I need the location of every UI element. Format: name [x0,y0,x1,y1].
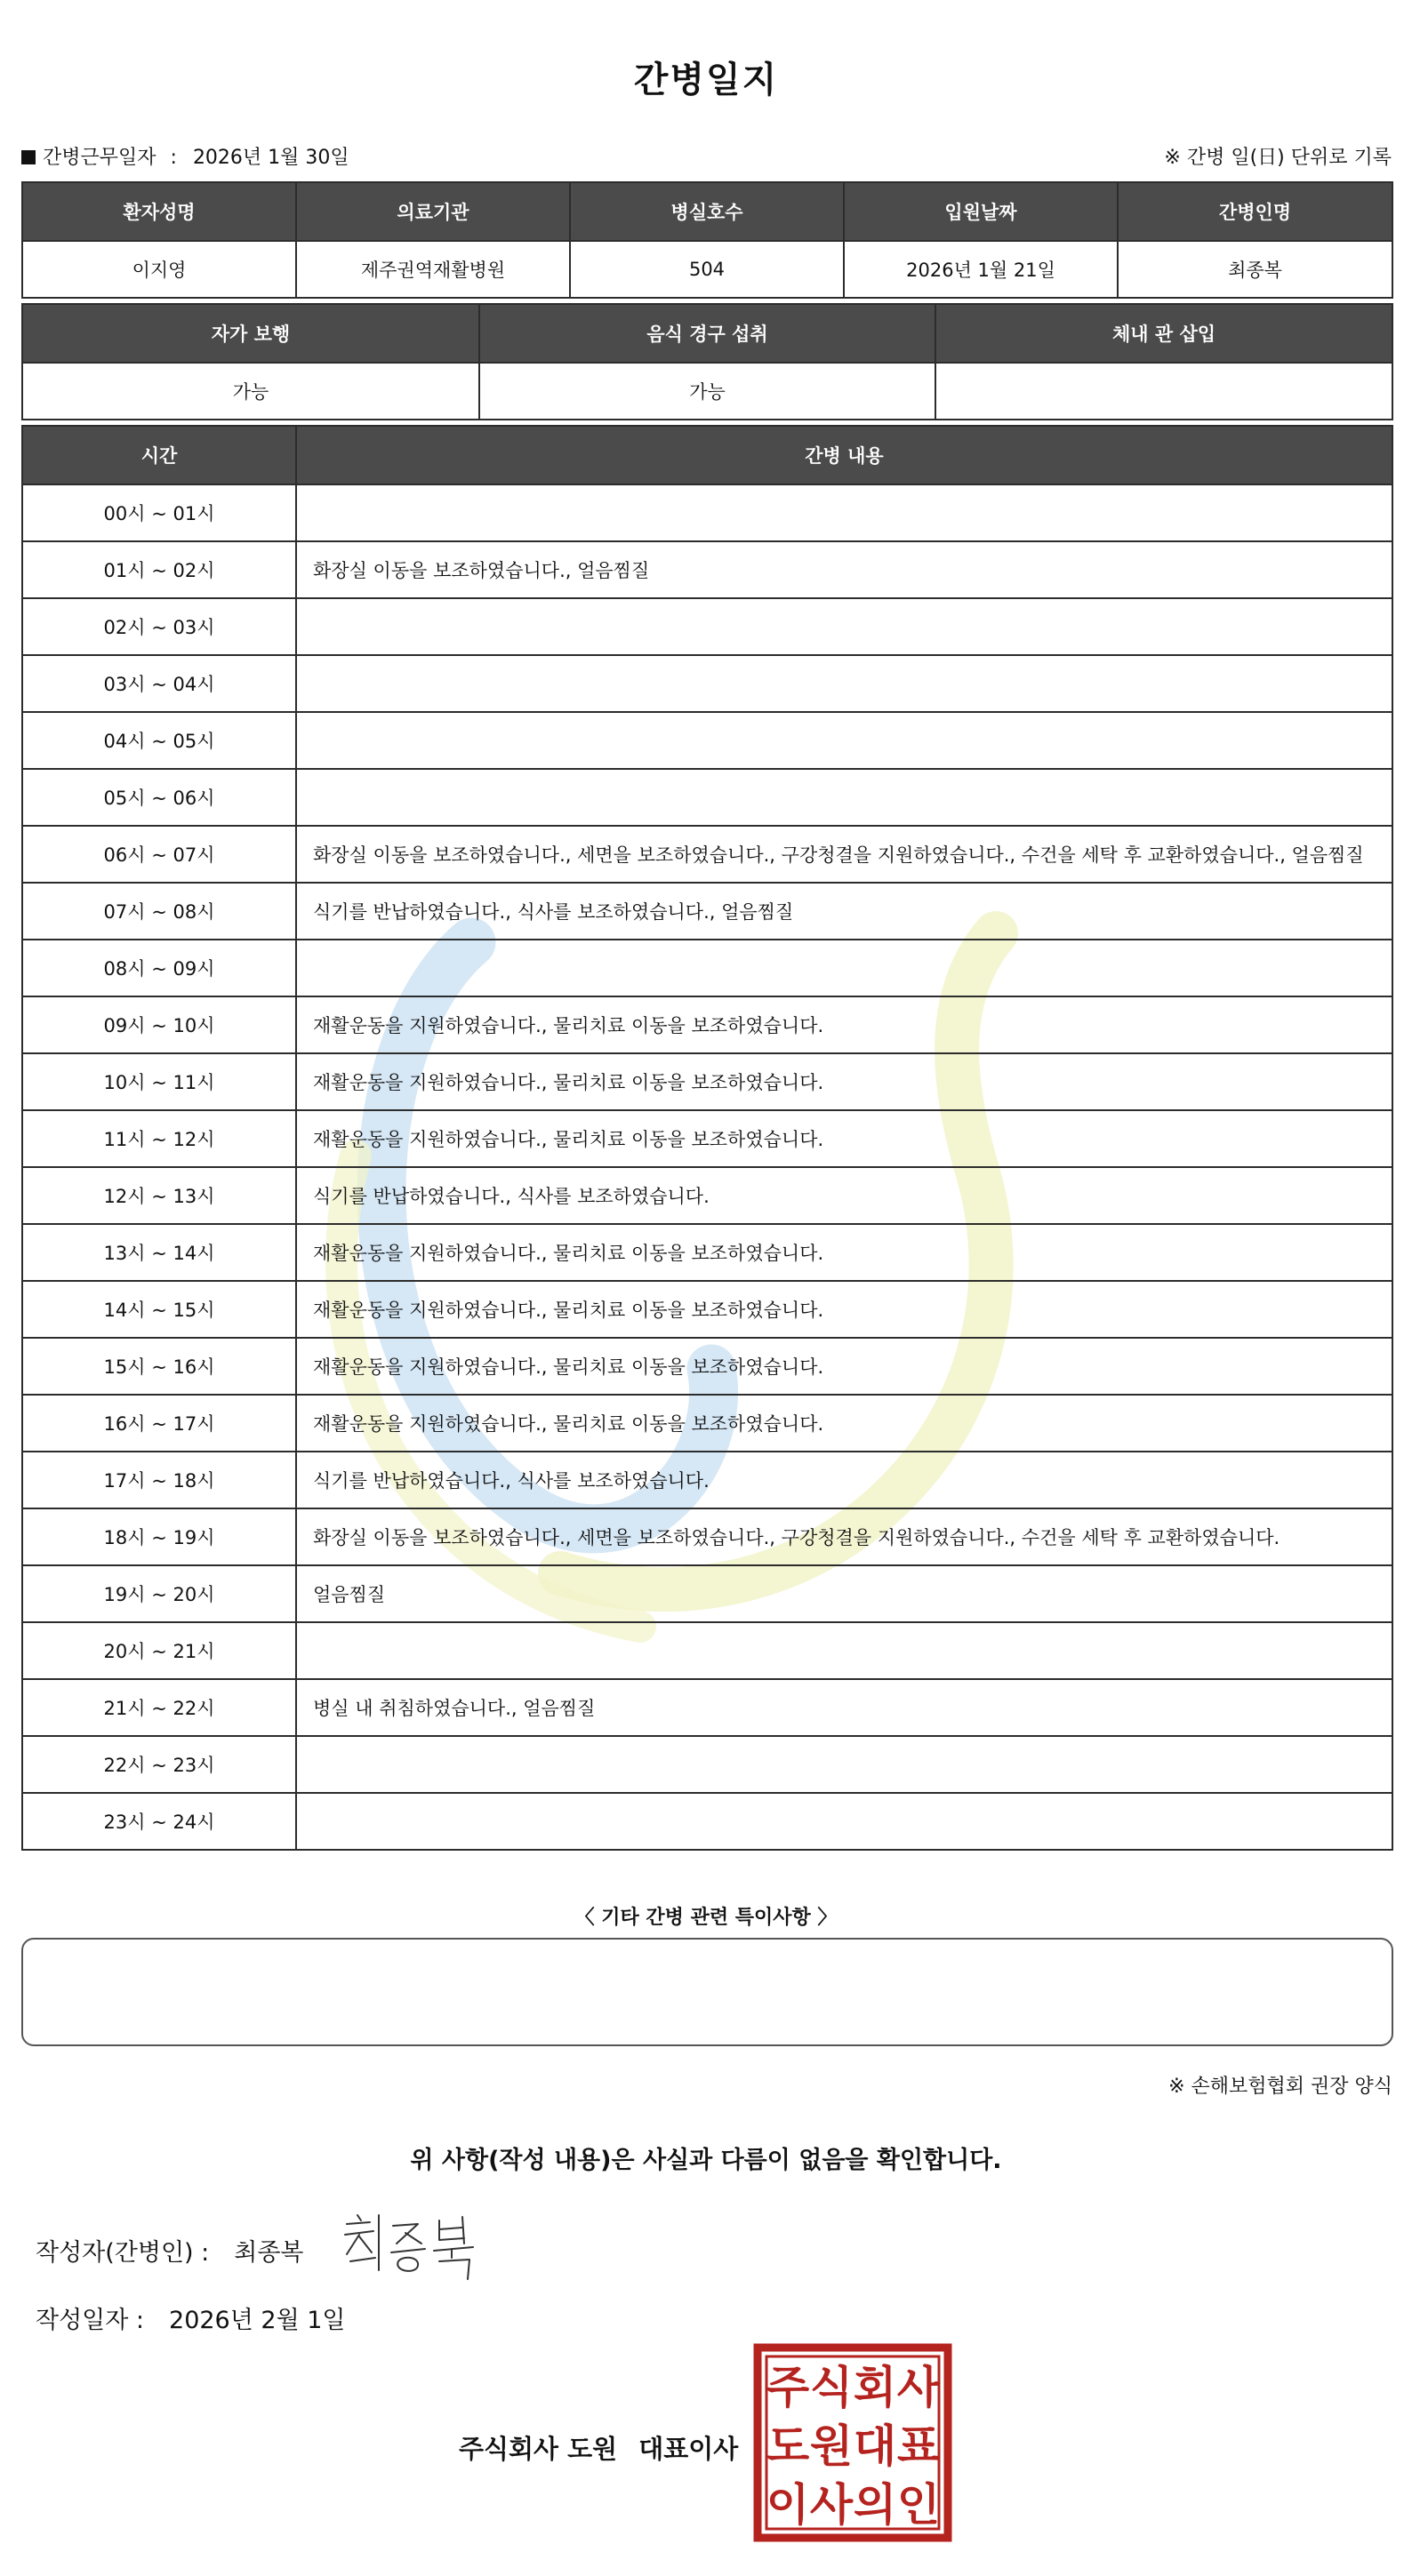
care-log-content [296,712,1392,769]
care-log-row [22,598,1392,655]
company-role: 대표이사 [638,2434,739,2464]
seal-character: 원 [809,2420,854,2472]
care-log-row [22,883,1392,940]
care-log-time: 19시 ~ 20시 [22,1565,296,1622]
care-log-time: 20시 ~ 21시 [22,1622,296,1679]
care-log-time: 01시 ~ 02시 [22,541,296,598]
header-admission-date: 입원날짜 [844,182,1118,241]
care-log-row [22,1452,1392,1508]
header-oral-intake: 음식 경구 섭취 [479,304,935,363]
care-log-content: 재활운동을 지원하였습니다., 물리치료 이동을 보조하였습니다. [296,1053,1392,1110]
seal-character: 이 [766,2479,810,2531]
care-log-row [22,1622,1392,1679]
care-log-content [296,1736,1392,1793]
patient-info-table [21,181,1393,299]
document-title: 간병일지 [633,60,779,100]
confirmation-statement: 위 사항(작성 내용)은 사실과 다름이 없음을 확인합니다. [410,2147,1002,2174]
seal-character: 표 [896,2420,941,2472]
seal-character: 주 [766,2362,810,2413]
care-log-content: 식기를 반납하였습니다., 식사를 보조하였습니다. [296,1167,1392,1224]
care-log-row [22,541,1392,598]
status-info-table [21,303,1393,420]
written-date-row [36,2300,346,2335]
care-log-row [22,1110,1392,1167]
care-log-row [22,1167,1392,1224]
seal-character: 회 [853,2362,897,2413]
written-date-label: 작성일자 : [36,2307,145,2334]
care-log-time: 04시 ~ 05시 [22,712,296,769]
patient-name: 이지영 [22,241,296,298]
care-log-row [22,1793,1392,1850]
care-log-row [22,769,1392,826]
notes-text [23,1940,1392,1964]
care-log-content [296,1622,1392,1679]
work-date [21,142,349,170]
self-walking-value: 가능 [22,363,479,420]
care-log-content: 화장실 이동을 보조하였습니다., 얼음찜질 [296,541,1392,598]
care-log-time: 07시 ~ 08시 [22,883,296,940]
care-log-content [296,1793,1392,1850]
care-log-content [296,484,1392,541]
care-log-row [22,826,1392,883]
care-log-content: 얼음찜질 [296,1565,1392,1622]
care-log-content: 재활운동을 지원하였습니다., 물리치료 이동을 보조하였습니다. [296,1224,1392,1281]
care-log-row [22,1224,1392,1281]
room-number: 504 [570,241,844,298]
header-care-content: 간병 내용 [296,426,1392,484]
tube-insertion-value [935,363,1392,420]
care-log-content [296,655,1392,712]
care-log-row [22,655,1392,712]
patient-info-value-row [22,241,1392,298]
care-log-time: 14시 ~ 15시 [22,1281,296,1338]
company-seal-stamp [752,2342,953,2543]
header-patient-name: 환자성명 [22,182,296,241]
care-log-content: 식기를 반납하였습니다., 식사를 보조하였습니다., 얼음찜질 [296,883,1392,940]
company-signatory [459,2429,738,2466]
status-info-header-row [22,304,1392,363]
care-log-row [22,1736,1392,1793]
care-log-content: 재활운동을 지원하였습니다., 물리치료 이동을 보조하였습니다. [296,1395,1392,1452]
work-date-value: 2026년 1월 30일 [192,147,349,169]
care-log-content: 화장실 이동을 보조하였습니다., 세면을 보조하였습니다., 구강청결을 지원하였습니다., 수건을 세탁 후 교환하였습니다., 얼음찜질 [296,826,1392,883]
caregiver-name: 최종복 [1118,241,1392,298]
notes-title: 〈 기타 간병 관련 특이사항 〉 [574,1907,838,1929]
writer-name: 최종복 [234,2239,304,2267]
care-log-row [22,1679,1392,1736]
care-log-content [296,598,1392,655]
care-log-content: 재활운동을 지원하였습니다., 물리치료 이동을 보조하였습니다. [296,996,1392,1053]
square-bullet-icon [21,150,36,164]
care-log-time: 22시 ~ 23시 [22,1736,296,1793]
form-note: ※ 손해보험협회 권장 양식 [1168,2076,1392,2098]
header-room-number: 병실호수 [570,182,844,241]
care-log-row [22,484,1392,541]
care-log-time: 12시 ~ 13시 [22,1167,296,1224]
care-log-content [296,940,1392,996]
header-caregiver-name: 간병인명 [1118,182,1392,241]
care-log-row [22,1395,1392,1452]
handwritten-signature [340,2208,482,2288]
seal-character: 인 [896,2479,941,2531]
seal-character: 사 [896,2362,941,2413]
seal-character: 대 [853,2420,897,2472]
care-log-time: 16시 ~ 17시 [22,1395,296,1452]
care-log-time: 09시 ~ 10시 [22,996,296,1053]
care-log-row [22,1565,1392,1622]
care-log-row [22,1281,1392,1338]
care-log-row [22,1338,1392,1395]
notes-box [21,1938,1393,2046]
care-log-header-row [22,426,1392,484]
care-log-time: 17시 ~ 18시 [22,1452,296,1508]
header-time: 시간 [22,426,296,484]
company-name: 주식회사 도원 [459,2434,618,2464]
work-date-label: 간병근무일자 [43,147,156,169]
care-log-content: 화장실 이동을 보조하였습니다., 세면을 보조하였습니다., 구강청결을 지원하였습니다., 수건을 세탁 후 교환하였습니다. [296,1508,1392,1565]
care-log-row [22,1508,1392,1565]
care-log-row [22,940,1392,996]
header-self-walking: 자가 보행 [22,304,479,363]
seal-character: 식 [809,2362,854,2413]
work-date-colon: : [170,147,177,169]
care-log-table [21,425,1393,1851]
admission-date: 2026년 1월 21일 [844,241,1118,298]
care-log-body [22,484,1392,1850]
care-log-time: 21시 ~ 22시 [22,1679,296,1736]
patient-info-header-row [22,182,1392,241]
header-hospital: 의료기관 [296,182,570,241]
care-log-time: 18시 ~ 19시 [22,1508,296,1565]
written-date-value: 2026년 2월 1일 [169,2307,346,2334]
care-log-time: 00시 ~ 01시 [22,484,296,541]
meta-row [21,142,1392,169]
care-log-row [22,712,1392,769]
care-log-time: 05시 ~ 06시 [22,769,296,826]
care-log-row [22,1053,1392,1110]
care-log-content: 식기를 반납하였습니다., 식사를 보조하였습니다. [296,1452,1392,1508]
care-log-time: 10시 ~ 11시 [22,1053,296,1110]
oral-intake-value: 가능 [479,363,935,420]
care-log-content: 재활운동을 지원하였습니다., 물리치료 이동을 보조하였습니다. [296,1338,1392,1395]
header-tube-insertion: 체내 관 삽입 [935,304,1392,363]
seal-character: 도 [766,2420,810,2472]
care-log-time: 13시 ~ 14시 [22,1224,296,1281]
care-log-time: 06시 ~ 07시 [22,826,296,883]
care-log-time: 02시 ~ 03시 [22,598,296,655]
writer-row [36,2233,304,2268]
care-log-time: 11시 ~ 12시 [22,1110,296,1167]
seal-character: 사 [809,2479,854,2531]
care-log-time: 15시 ~ 16시 [22,1338,296,1395]
care-log-time: 03시 ~ 04시 [22,655,296,712]
hospital-name: 제주권역재활병원 [296,241,570,298]
care-log-content: 재활운동을 지원하였습니다., 물리치료 이동을 보조하였습니다. [296,1110,1392,1167]
writer-label: 작성자(간병인) : [36,2239,210,2267]
care-log-content: 병실 내 취침하였습니다., 얼음찜질 [296,1679,1392,1736]
care-log-time: 23시 ~ 24시 [22,1793,296,1850]
unit-note: ※ 간병 일(日) 단위로 기록 [1164,147,1392,169]
seal-character: 의 [853,2479,897,2531]
care-log-row [22,996,1392,1053]
care-log-content: 재활운동을 지원하였습니다., 물리치료 이동을 보조하였습니다. [296,1281,1392,1338]
status-info-value-row [22,363,1392,420]
care-log-time: 08시 ~ 09시 [22,940,296,996]
care-log-content [296,769,1392,826]
